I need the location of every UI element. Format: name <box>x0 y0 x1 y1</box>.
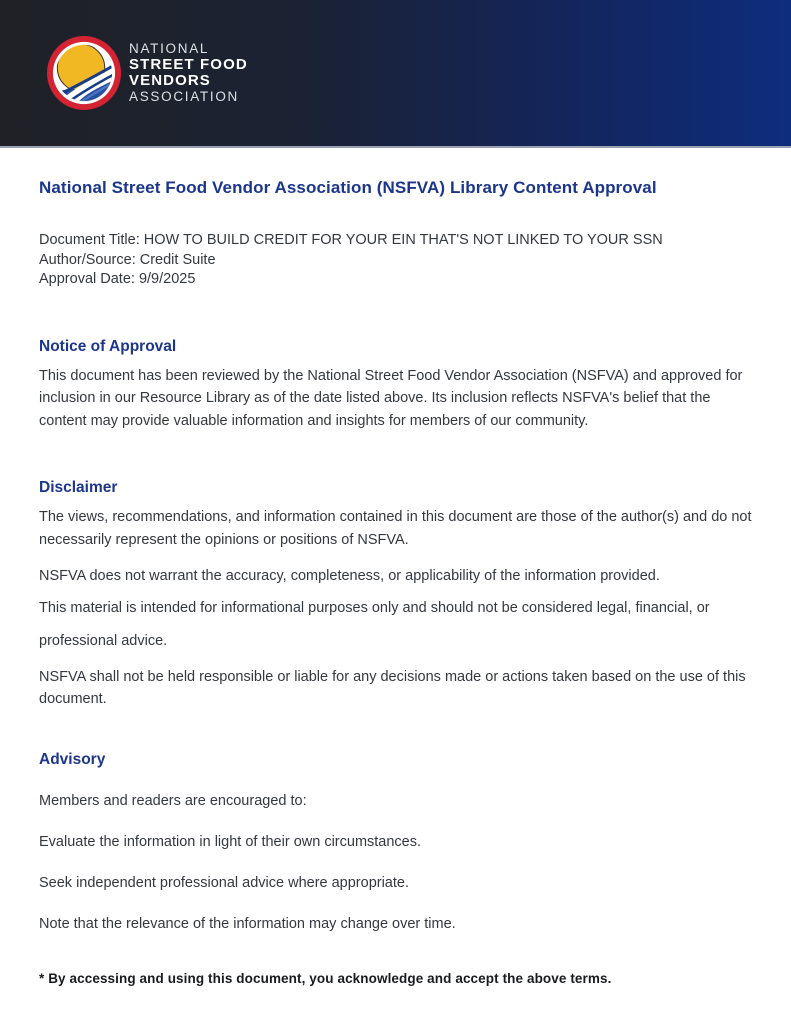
paragraph: This document has been reviewed by the National Street Food Vendor Association (NSFVA) and approved for inclusion in our Resource Library as of the date listed above. Its inclusion reflects NSFVA's belief that the content may provide valuable information and insights for members of our community. <box>39 367 743 429</box>
org-name-line: ASSOCIATION <box>129 89 239 104</box>
paragraph: This material is intended for informational purposes only and should not be considered legal, financial, or professional advice. <box>39 599 710 649</box>
org-name-line: STREET FOOD <box>129 56 248 73</box>
section-heading: Notice of Approval <box>39 337 177 355</box>
paragraph: Note that the relevance of the information may change over time. <box>39 915 456 932</box>
page-title: National Street Food Vendor Association (NSFVA) Library Content Approval <box>39 178 657 197</box>
document-info <box>39 231 752 290</box>
approval-date-line: Approval Date: 9/9/2025 <box>39 271 196 287</box>
org-name <box>129 41 248 105</box>
paragraph: NSFVA does not warrant the accuracy, completeness, or applicability of the information provided. <box>39 568 660 584</box>
document-body <box>0 178 791 986</box>
author-source-line: Author/Source: Credit Suite <box>39 251 216 268</box>
section-disclaimer <box>39 479 752 711</box>
page-header <box>0 0 791 148</box>
paragraph: NSFVA shall not be held responsible or liable for any decisions made or actions taken based on the use of this document. <box>39 668 746 707</box>
section-advisory <box>39 751 752 933</box>
paragraph: Seek independent professional advice where appropriate. <box>39 874 409 891</box>
section-heading: Advisory <box>39 750 106 768</box>
terms-acknowledgement-note: * By accessing and using this document, you acknowledge and accept the above terms. <box>39 970 612 986</box>
section-heading: Disclaimer <box>39 479 118 496</box>
section-notice-of-approval <box>39 338 752 433</box>
brand <box>47 36 248 110</box>
paragraph: The views, recommendations, and information contained in this document are those of the author(s) and do not necessarily represent the opinions or positions of NSFVA. <box>39 509 752 548</box>
nsfva-logo-icon <box>47 36 121 110</box>
org-name-line: NATIONAL <box>129 41 210 56</box>
paragraph: Members and readers are encouraged to: <box>39 792 307 809</box>
document-title-line: Document Title: HOW TO BUILD CREDIT FOR YOUR EIN THAT'S NOT LINKED TO YOUR SSN <box>39 232 663 248</box>
paragraph: Evaluate the information in light of their own circumstances. <box>39 833 422 850</box>
org-name-line: VENDORS <box>129 72 211 89</box>
